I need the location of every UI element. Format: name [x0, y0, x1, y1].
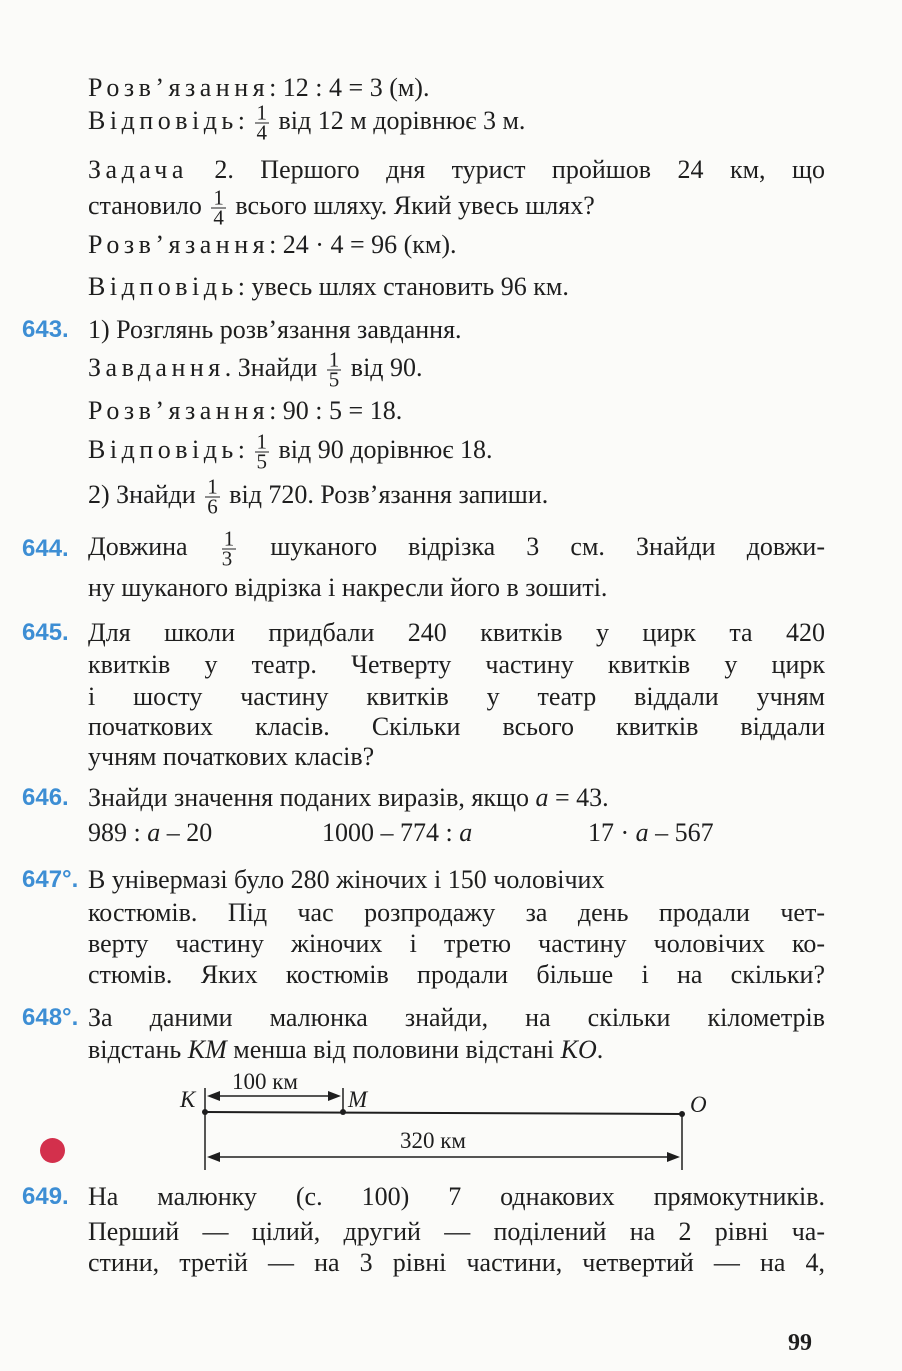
marker-dot	[40, 1138, 65, 1163]
text-run: 989 :	[88, 818, 148, 847]
spaced-keyword: Розв’язання	[88, 73, 270, 102]
text-run: : увесь шлях становить 96 км.	[237, 272, 569, 301]
text-run: На малюнку (с. 100) 7 однакових прямокутників.	[88, 1182, 825, 1211]
text-run: верту частину жіночих і третю частину чоловічих ко-	[88, 929, 825, 958]
page-number: 99	[788, 1330, 812, 1356]
text-run: учням початкових класів?	[88, 742, 375, 771]
denominator: 6	[207, 494, 218, 519]
variable: a	[635, 818, 649, 847]
text-run: 2) Знайди	[88, 479, 203, 509]
text-run: всього шляху. Який увесь шлях?	[228, 190, 595, 220]
numerator: 1	[328, 347, 340, 372]
text-run: 17 ·	[588, 818, 636, 847]
numerator: 1	[207, 474, 218, 499]
text-run: стини, третій — на 3 рівні частини, четвертий — на 4,	[88, 1248, 825, 1277]
exercise-number: 649.	[22, 1183, 69, 1210]
exercise-number: 643.	[22, 316, 69, 343]
text-run: . Знайди	[224, 352, 324, 382]
text-run: .	[596, 1035, 604, 1064]
text-run: – 567	[648, 818, 714, 847]
text-run: початкових класів. Скільки всього квитків віддали	[88, 712, 825, 741]
arrowhead	[328, 1091, 341, 1101]
exercise-number: 644.	[22, 535, 69, 562]
point-o	[679, 1111, 685, 1117]
text-run: : 24 · 4 = 96 (км).	[269, 230, 457, 259]
numerator: 1	[223, 526, 235, 551]
text-run: від 90.	[344, 352, 423, 382]
text-run: ну шуканого відрізка і накресли його в зошиті.	[88, 573, 608, 602]
text-run: : 90 : 5 = 18.	[269, 396, 403, 425]
text-run: відстань	[88, 1035, 188, 1064]
point-k-label: K	[180, 1087, 196, 1112]
text-run: 2. Першого дня турист пройшов 24 км, що	[187, 155, 825, 184]
text-run: від 720. Розв’язання запиши.	[222, 479, 549, 509]
text-run: – 20	[160, 818, 213, 847]
denominator: 4	[256, 120, 268, 145]
spaced-keyword: Розв’язання	[88, 396, 270, 425]
spaced-keyword: Відповідь	[88, 434, 238, 464]
text-run: від 12 м дорівнює 3 м.	[272, 105, 526, 135]
point-k	[202, 1109, 208, 1115]
text-run: :	[237, 105, 252, 135]
spaced-keyword: Розв’язання	[88, 230, 270, 259]
spaced-keyword: Задача	[88, 155, 188, 184]
text-run: 1) Розглянь розв’язання завдання.	[88, 315, 462, 344]
text-run: стюмів. Яких костюмів продали більше і на скільки?	[88, 960, 825, 989]
text-run: шуканого відрізка 3 см. Знайди довжи-	[239, 531, 825, 561]
variable: a	[535, 783, 549, 812]
arrowhead	[667, 1152, 680, 1162]
arrowhead	[207, 1152, 220, 1162]
text-run: квитків у театр. Четверту частину квитків у цирк	[88, 650, 825, 679]
point-m	[340, 1109, 346, 1115]
variable: a	[147, 818, 161, 847]
variable: KO	[560, 1035, 597, 1064]
numerator: 1	[213, 185, 224, 210]
exercise-number: 646.	[22, 784, 69, 811]
distance-km-label: 100 км	[232, 1069, 298, 1094]
text-run: і шосту частину квитків у театр віддали учням	[88, 682, 825, 711]
denominator: 3	[221, 546, 233, 571]
text-run: = 43.	[548, 783, 609, 812]
text-run: від 90 дорівнює 18.	[272, 434, 493, 464]
spaced-keyword: Відповідь	[88, 272, 238, 301]
text-run: Довжина	[88, 531, 219, 561]
point-m-label: M	[348, 1087, 368, 1112]
text-run: костюмів. Під час розпродажу за день продали чет-	[88, 898, 825, 927]
variable: a	[459, 818, 473, 847]
distance-ko-label: 320 км	[400, 1128, 466, 1153]
point-o-label: O	[690, 1092, 707, 1117]
denominator: 5	[256, 449, 268, 474]
segment-ko	[205, 1112, 682, 1114]
text-run: :	[237, 434, 252, 464]
spaced-keyword: Завдання	[88, 352, 225, 382]
variable: KM	[187, 1035, 227, 1064]
text-run: За даними малюнка знайди, на скільки кілометрів	[88, 1003, 825, 1032]
text-run: Знайди значення поданих виразів, якщо	[88, 783, 536, 812]
numerator: 1	[256, 100, 268, 125]
text-run: : 12 : 4 = 3 (м).	[269, 73, 430, 102]
text-run: 1000 – 774 :	[322, 818, 460, 847]
text-run: менша від половини відстані	[226, 1035, 561, 1064]
numerator: 1	[256, 429, 268, 454]
exercise-number: 647°.	[22, 866, 79, 893]
denominator: 5	[328, 367, 340, 392]
denominator: 4	[213, 205, 224, 230]
text-run: Перший — цілий, другий — поділений на 2 рівні ча-	[88, 1217, 825, 1246]
text-run: Для школи придбали 240 квитків у цирк та 420	[88, 618, 825, 647]
text-run: становило	[88, 190, 209, 220]
arrowhead	[207, 1091, 220, 1101]
text-run: В універмазі було 280 жіночих і 150 чоловічих	[88, 865, 605, 894]
exercise-number: 645.	[22, 619, 69, 646]
exercise-number: 648°.	[22, 1004, 79, 1031]
spaced-keyword: Відповідь	[88, 105, 238, 135]
